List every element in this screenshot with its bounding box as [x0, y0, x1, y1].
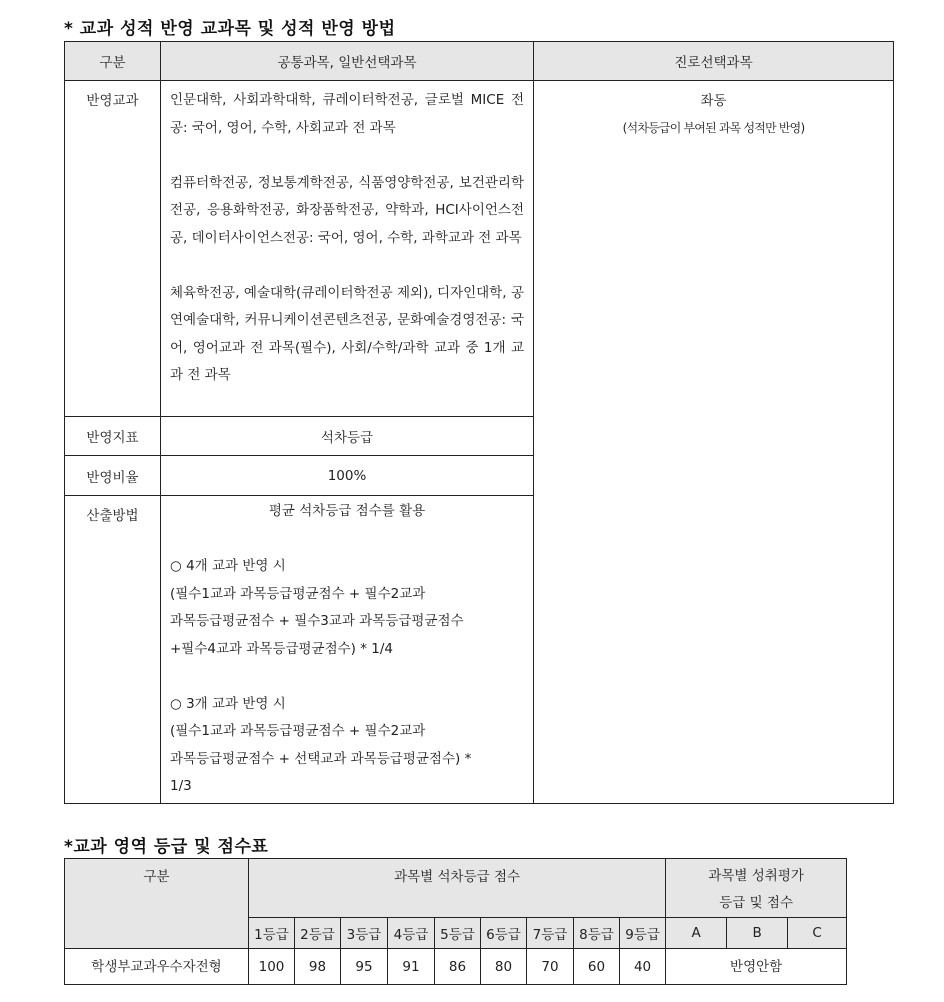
section2-title: *교과 영역 등급 및 점수표: [64, 837, 269, 857]
grade-col-8: 8등급: [574, 918, 620, 949]
subjects-paragraph-2: 컴퓨터학전공, 정보통계학전공, 식품영양학전공, 보건관리학전공, 응용화학전공, 화장품학전공, 약학과, HCI사이언스전공, 데이터사이언스전공: 국어, 영어, 수학, 과학교과 전 과목: [170, 174, 524, 246]
grade-col-1: 1등급: [249, 918, 295, 949]
case3-line-1: (필수1교과 과목등급평균점수 + 필수2교과: [170, 723, 426, 739]
grade-col-5: 5등급: [435, 918, 481, 949]
achievement-col-c: C: [788, 918, 847, 949]
row-label-indicator: 반영지표: [65, 417, 161, 456]
header-common-subjects: 공통과목, 일반선택과목: [161, 42, 534, 81]
header-category: 구분: [65, 42, 161, 81]
score-grade-4: 91: [388, 949, 435, 985]
section1-title: * 교과 성적 반영 교과목 및 성적 반영 방법: [64, 19, 396, 39]
grade-col-3: 3등급: [341, 918, 388, 949]
score-grade-2: 98: [295, 949, 341, 985]
case3-line-3: 1/3: [170, 778, 192, 794]
grade-col-4: 4등급: [388, 918, 435, 949]
achievement-not-applied: 반영안함: [666, 949, 847, 985]
row-label-ratio: 반영비율: [65, 456, 161, 496]
row-label-admission-type: 학생부교과우수자전형: [65, 949, 249, 985]
score-grade-9: 40: [620, 949, 666, 985]
score-grade-8: 60: [574, 949, 620, 985]
table-row: [65, 949, 847, 985]
achievement-col-a: A: [666, 918, 727, 949]
score-grade-1: 100: [249, 949, 295, 985]
indicator-value: 석차등급: [161, 417, 534, 456]
grade-score-table: [64, 858, 847, 985]
header-career-subjects: 진로선택과목: [534, 42, 894, 81]
case4-line-1: (필수1교과 과목등급평균점수 + 필수2교과: [170, 585, 426, 602]
method-intro: 평균 석차등급 점수를 활용: [268, 503, 426, 519]
score-grade-3: 95: [341, 949, 388, 985]
subject-reflection-table: [64, 41, 894, 804]
case4-line-3: +필수4교과 과목등급평균점수) * 1/4: [170, 640, 394, 657]
grade-header-achievement-group: [666, 859, 847, 918]
career-note-line2: (석차등급이 부여된 과목 성적만 반영): [622, 121, 805, 135]
case3-line-2: 과목등급평균점수 + 선택교과 과목등급평균점수) *: [170, 750, 472, 767]
row-label-method: 산출방법: [65, 496, 161, 804]
ratio-value: 100%: [161, 456, 534, 496]
case4-line-2: 과목등급평균점수 + 필수3교과 과목등급평균점수: [170, 613, 464, 629]
case3-heading: ○ 3개 교과 반영 시: [170, 695, 286, 712]
achievement-header-line2: 등급 및 점수: [719, 895, 794, 911]
subjects-paragraph-1: 인문대학, 사회과학대학, 큐레이터학전공, 글로벌 MICE 전공: 국어, 영어, 수학, 사회교과 전 과목: [170, 92, 524, 136]
subjects-paragraph-3: 체육학전공, 예술대학(큐레이터학전공 제외), 디자인대학, 공연예술대학, 커뮤니케이션콘텐츠전공, 문화예술경영전공: 국어, 영어교과 전 과목(필수), 사회/수학/과학 교과 중 1개 교과 전 과목: [170, 284, 524, 383]
row-label-subjects: 반영교과: [65, 81, 161, 417]
career-note-cell: [534, 81, 894, 804]
case4-heading: ○ 4개 교과 반영 시: [170, 558, 286, 574]
score-grade-5: 86: [435, 949, 481, 985]
grade-col-6: 6등급: [481, 918, 527, 949]
achievement-col-b: B: [727, 918, 788, 949]
achievement-header-line1: 과목별 성취평가: [708, 868, 804, 884]
grade-col-2: 2등급: [295, 918, 341, 949]
grade-col-9: 9등급: [620, 918, 666, 949]
career-note-line1: 좌동: [700, 93, 727, 109]
grade-col-7: 7등급: [527, 918, 574, 949]
subjects-cell: [161, 81, 534, 417]
grade-header-rank-group: 과목별 석차등급 점수: [249, 859, 666, 918]
score-grade-6: 80: [481, 949, 527, 985]
grade-header-category: 구분: [65, 859, 249, 949]
score-grade-7: 70: [527, 949, 574, 985]
method-cell: [161, 496, 534, 804]
